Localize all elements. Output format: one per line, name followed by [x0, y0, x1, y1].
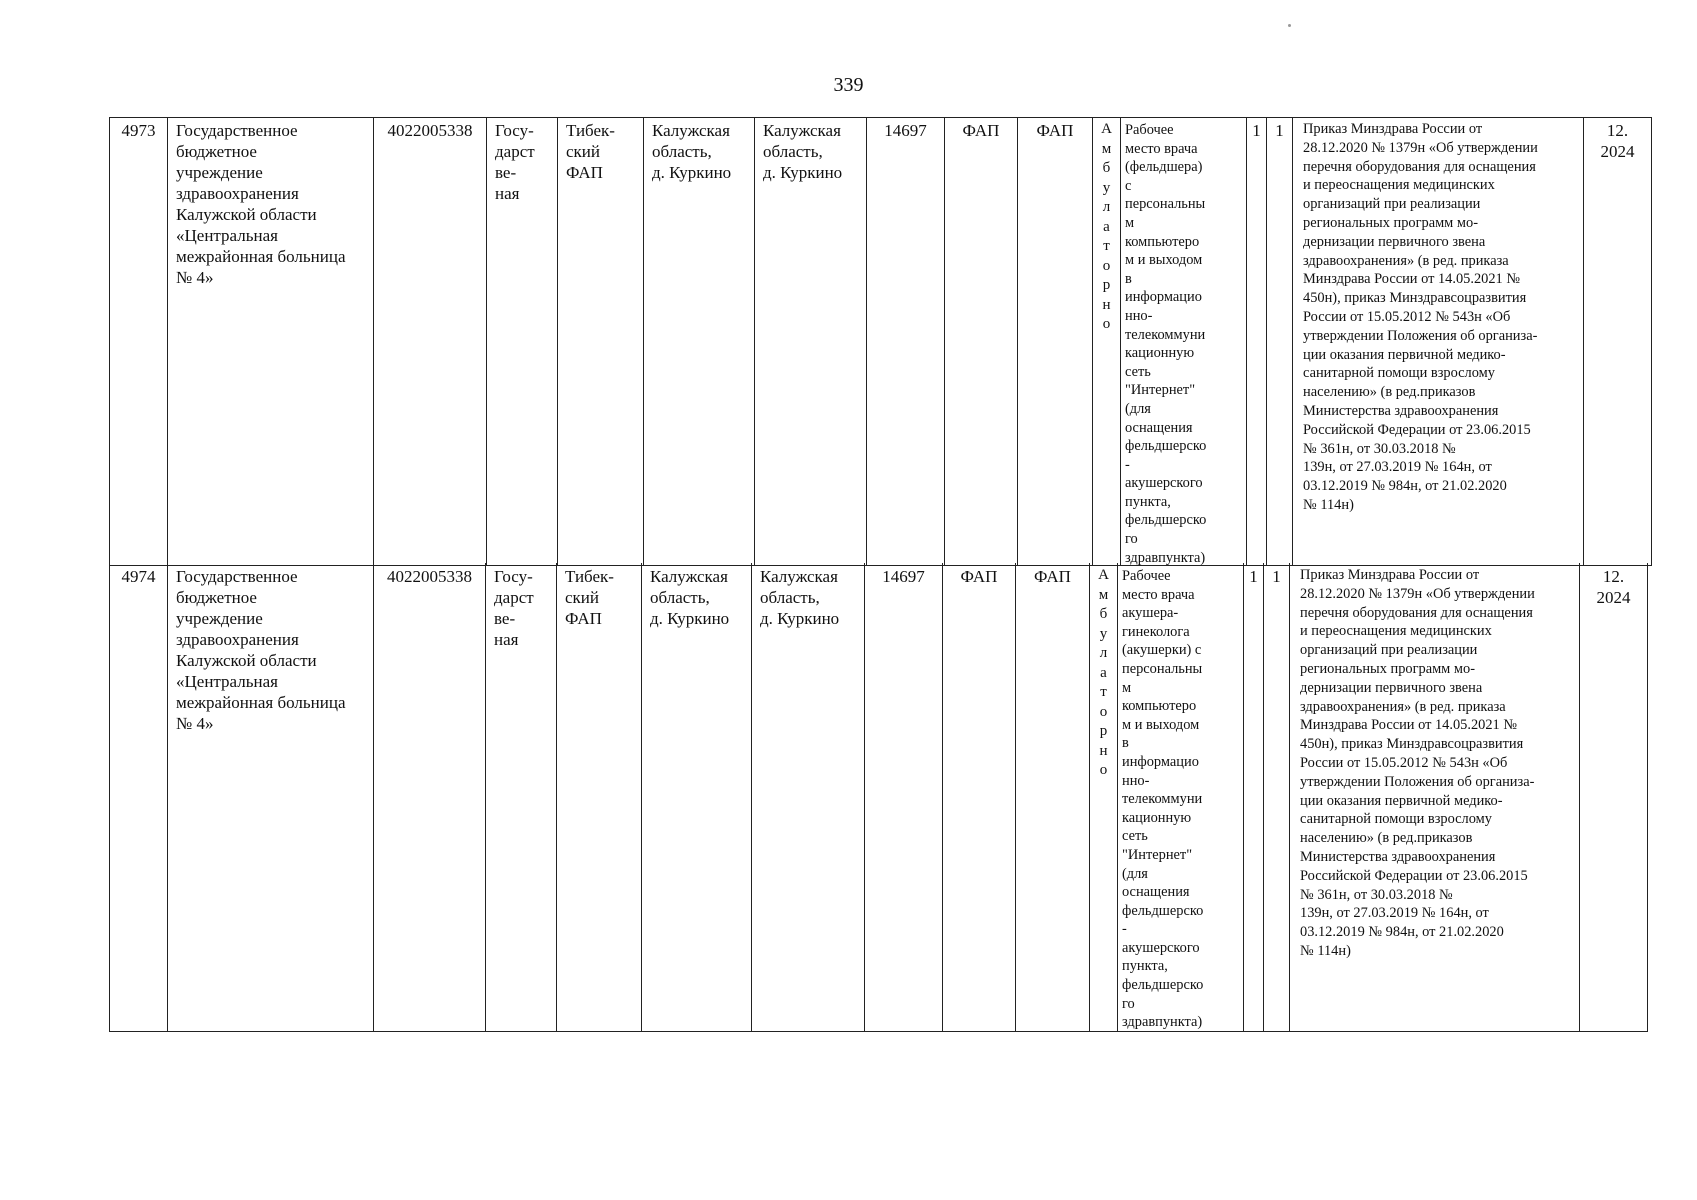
unit-name-cell: Тибек- ский ФАП	[557, 117, 643, 566]
quantity-b-cell: 1	[1263, 563, 1289, 1031]
legal-basis-cell: Приказ Минздрава России от 28.12.2020 № 1379н «Об утверждении перечня оборудования для оснащения и переоснащения медицинских организаций при реализации региональных программ мо- дернизации первичного звена здравоохранения» (в ред. приказа Минздрава России от 14.05.2021 № 450н), приказ Минздравсоцразвития России от 15.05.2012 № 543н «Об утверждении Положения об организа- ции оказания первичной медико- санитарной помощи взрослому населению» (в ред.приказов Министерства здравоохранения Российской Федерации от 23.06.2015 № 361н, от 30.03.2018 № 139н, от 27.03.2019 № 164н, от 03.12.2019 № 984н, от 21.02.2020 № 114н)	[1292, 117, 1583, 566]
quantity-b-cell: 1	[1266, 117, 1292, 566]
code-cell: 14697	[866, 117, 944, 566]
deadline-cell: 12. 2024	[1579, 563, 1648, 1031]
organization-name-cell: Государственное бюджетное учреждение здравоохранения Калужской области «Центральная межрайонная больница № 4»	[167, 563, 373, 1031]
care-condition-cell: А м б у л а т о р н о	[1092, 117, 1120, 566]
facility-type-cell: ФАП	[942, 563, 1015, 1031]
quantity-a-cell: 1	[1246, 117, 1266, 566]
facility-subtype-cell: ФАП	[1017, 117, 1092, 566]
location-address-cell: Калужская область, д. Куркино	[751, 563, 864, 1031]
page-number: 339	[833, 74, 864, 96]
workplace-cell: Рабочее место врача (фельдшера) с персональны м компьютеро м и выходом в информацио нно- телекоммуни кационную сеть "Интернет" (для оснащения фельдшерско - акушерского пункта, фельдшерско го здравпункта)	[1120, 117, 1246, 566]
quantity-a-cell: 1	[1243, 563, 1263, 1031]
care-condition-cell: А м б у л а т о р н о	[1089, 563, 1117, 1031]
row-number-cell: 4974	[109, 563, 167, 1031]
table-top-border	[109, 117, 1652, 118]
ownership-form-cell: Госу- дарст ве- ная	[486, 117, 557, 566]
table-bottom-border	[109, 1031, 1648, 1032]
inn-cell: 4022005338	[373, 563, 485, 1031]
facility-type-cell: ФАП	[944, 117, 1017, 566]
scan-speck	[1288, 24, 1291, 27]
unit-address-cell: Калужская область, д. Куркино	[641, 563, 751, 1031]
code-cell: 14697	[864, 563, 942, 1031]
organization-name-cell: Государственное бюджетное учреждение здравоохранения Калужской области «Центральная межрайонная больница № 4»	[167, 117, 373, 566]
legal-basis-cell: Приказ Минздрава России от 28.12.2020 № 1379н «Об утверждении перечня оборудования для оснащения и переоснащения медицинских организаций при реализации региональных программ мо- дернизации первичного звена здравоохранения» (в ред. приказа Минздрава России от 14.05.2021 № 450н), приказ Минздравсоцразвития России от 15.05.2012 № 543н «Об утверждении Положения об организа- ции оказания первичной медико- санитарной помощи взрослому населению» (в ред.приказов Министерства здравоохранения Российской Федерации от 23.06.2015 № 361н, от 30.03.2018 № 139н, от 27.03.2019 № 164н, от 03.12.2019 № 984н, от 21.02.2020 № 114н)	[1289, 563, 1579, 1031]
workplace-cell: Рабочее место врача акушера- гинеколога (акушерки) с персональны м компьютеро м и выходом в информацио нно- телекоммуни кационную сеть "Интернет" (для оснащения фельдшерско - акушерского пункта, фельдшерско го здравпункта)	[1117, 563, 1243, 1031]
row-number-cell: 4973	[109, 117, 167, 566]
facility-subtype-cell: ФАП	[1015, 563, 1089, 1031]
inn-cell: 4022005338	[373, 117, 486, 566]
unit-address-cell: Калужская область, д. Куркино	[643, 117, 754, 566]
location-address-cell: Калужская область, д. Куркино	[754, 117, 866, 566]
unit-name-cell: Тибек- ский ФАП	[556, 563, 641, 1031]
deadline-cell: 12. 2024	[1583, 117, 1652, 566]
ownership-form-cell: Госу- дарст ве- ная	[485, 563, 556, 1031]
row-separator	[109, 565, 1652, 566]
